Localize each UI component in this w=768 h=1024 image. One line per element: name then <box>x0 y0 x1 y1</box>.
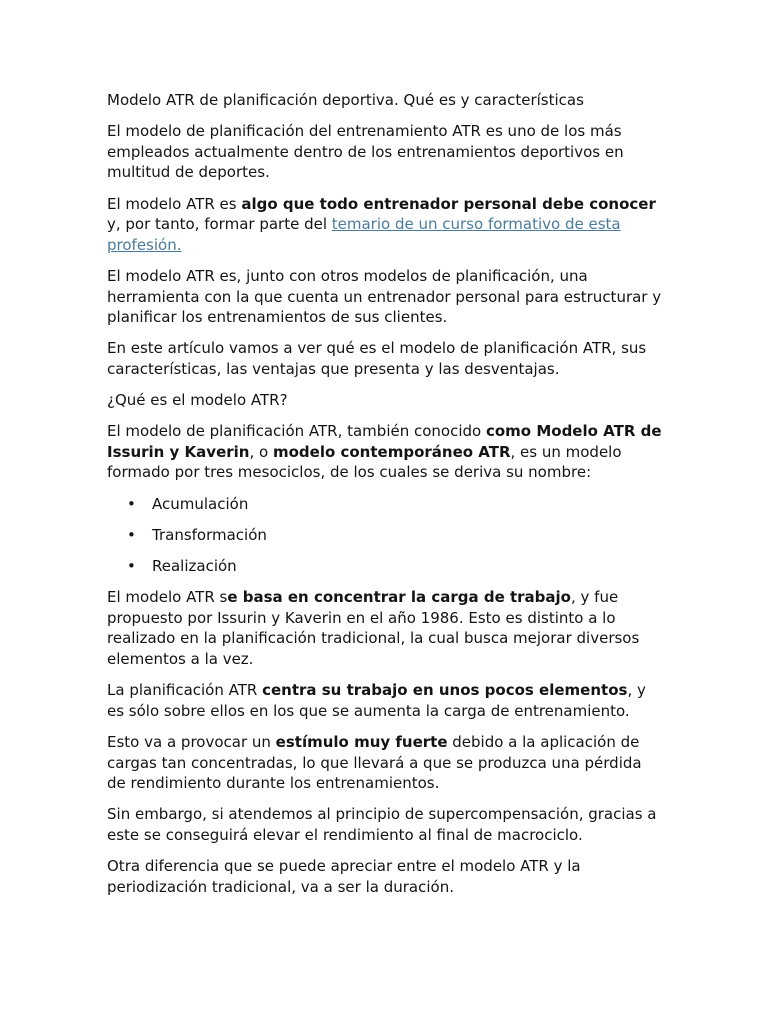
text-run: , es un modelo formado por tres mesociclos, de los cuales se deriva su nombre: <box>107 442 622 482</box>
text-run: , o <box>249 442 273 461</box>
list-item <box>107 556 663 577</box>
bullet-icon: • <box>127 525 136 544</box>
bullet-icon: • <box>127 494 136 513</box>
focus-paragraph <box>107 680 663 721</box>
bold-run: centra su trabajo en unos pocos elementos <box>262 681 628 700</box>
tool-paragraph: El modelo ATR es, junto con otros modelos de planificación, una herramienta con la que cuenta un entrenador personal para estructurar y planificar los entrenamientos de sus clientes. <box>107 266 662 327</box>
stimulus-paragraph <box>107 732 663 794</box>
article-paragraph: En este artículo vamos a ver qué es el modelo de planificación ATR, sus características, las ventajas que presenta y las desventajas. <box>107 339 647 378</box>
text-run: , y fue propuesto por Issurin y Kaverin en el año 1986. Esto es distinto a lo realizado en la planificación tradicional, la cual busca mejorar diversos elementos a la vez. <box>107 588 640 668</box>
text-run: debido a la aplicación de cargas tan concentradas, lo que llevará a que se produzca una pérdida de rendimiento durante los entrenamientos. <box>107 732 642 793</box>
concentration-paragraph <box>107 587 663 669</box>
text-run: El modelo de planificación ATR, también conocido <box>107 422 486 441</box>
document-page <box>107 90 663 908</box>
text-run: El modelo ATR es <box>107 194 242 213</box>
bold-run: modelo contemporáneo ATR <box>272 442 511 461</box>
supercompensation-paragraph: Sin embargo, si atendemos al principio de supercompensación, gracias a este se conseguirá elevar el rendimiento al final de macrociclo. <box>107 805 657 844</box>
list-item <box>107 494 663 515</box>
bold-run: como Modelo ATR de Issurin y Kaverin <box>107 422 662 461</box>
text-run: El modelo ATR s <box>107 588 228 607</box>
bullet-icon: • <box>127 557 136 576</box>
document-title: Modelo ATR de planificación deportiva. Qué es y características <box>107 91 584 109</box>
intro-paragraph: El modelo de planificación del entrenamiento ATR es uno de los más empleados actualmente dentro de los entrenamientos deportivos en multitud de deportes. <box>107 122 624 182</box>
text-run: , y es sólo sobre ellos en los que se aumenta la carga de entrenamiento. <box>107 681 646 720</box>
text-run: y, por tanto, formar parte del <box>107 215 332 234</box>
course-link[interactable]: temario de un curso formativo de esta profesión. <box>107 215 621 254</box>
definition-paragraph <box>107 421 663 483</box>
bold-run: e basa en concentrar la carga de trabajo <box>227 588 571 607</box>
mesocycle-list <box>107 494 663 577</box>
text-run: La planificación ATR <box>107 681 263 700</box>
section-heading: ¿Qué es el modelo ATR? <box>107 391 288 410</box>
list-item <box>107 525 663 546</box>
text-run: Esto va a provocar un <box>107 732 276 751</box>
bold-run: estímulo muy fuerte <box>275 732 448 751</box>
trainer-paragraph <box>107 194 663 256</box>
list-item-label: Transformación <box>152 525 267 544</box>
duration-paragraph: Otra diferencia que se puede apreciar entre el modelo ATR y la periodización tradicional, va a ser la duración. <box>107 857 581 896</box>
list-item-label: Acumulación <box>152 494 249 513</box>
list-item-label: Realización <box>152 557 237 576</box>
bold-run: algo que todo entrenador personal debe conocer <box>241 194 656 213</box>
